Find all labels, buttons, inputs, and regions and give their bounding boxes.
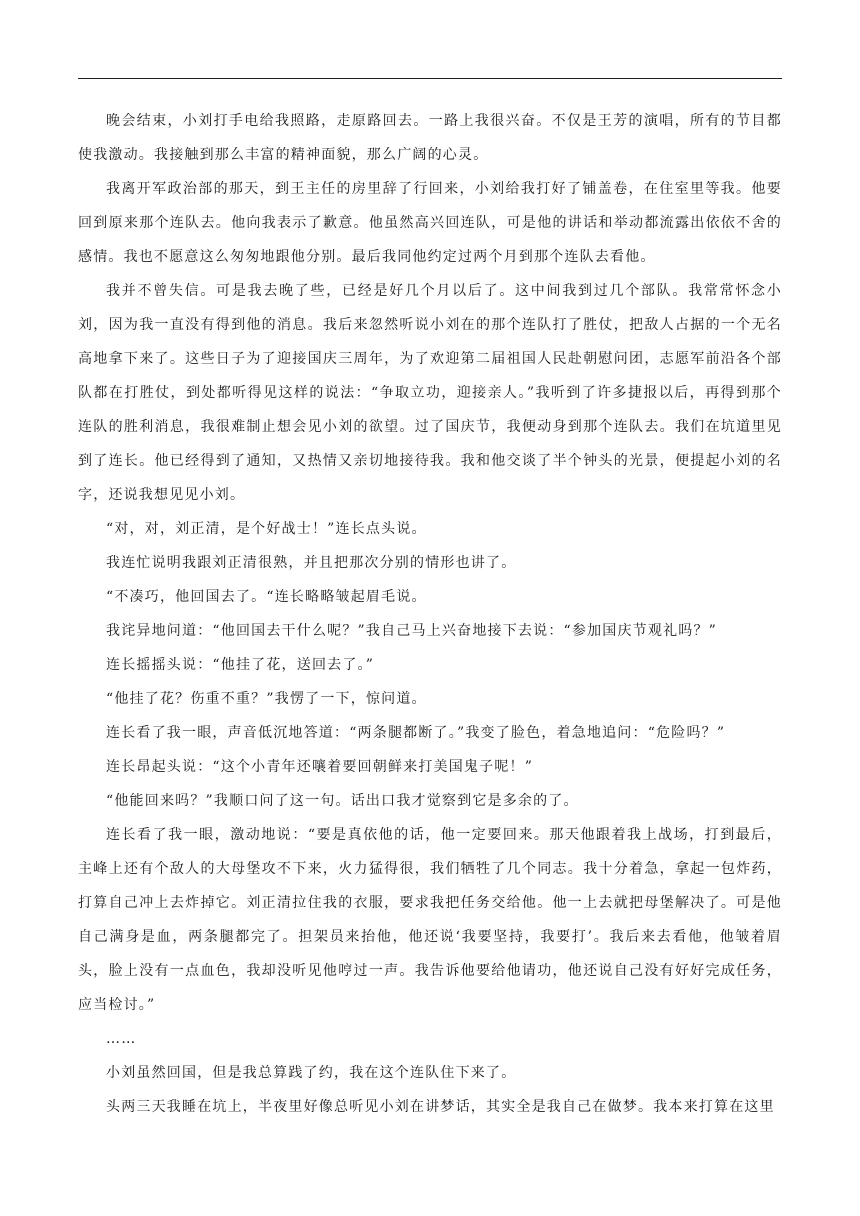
paragraph: 连长摇摇头说：“他挂了花，送回去了。” [106, 657, 375, 673]
paragraph: 连长看了我一眼，声音低沉地答道：“两条腿都断了。”我变了脸色，着急地追问：“危险吗？” [106, 725, 726, 741]
paragraph: “不凑巧，他回国去了。“连长略略皱起眉毛说。 [106, 589, 427, 605]
paragraph: “他能回来吗？”我顺口问了这一句。话出口我才觉察到它是多余的了。 [106, 793, 579, 809]
paragraph: “对，对，刘正清，是个好战士！”连长点头说。 [106, 521, 427, 537]
paragraph: 我并不曾失信。可是我去晚了些，已经是好几个月以后了。这中间我到过几个部队。我常常怀念小刘，因为我一直没有得到他的消息。我后来忽然听说小刘在的那个连队打了胜仗，把敌人占据的一个无名高地拿下来了。这些日子为了迎接国庆三周年，为了欢迎第二届祖国人民赴朝慰问团，志愿军前沿各个部队都在打胜仗，到处都听得见这样的说法：“争取立功，迎接亲人。”我听到了许多捷报以后，再得到那个连队的胜利消息，我很难制止想会见小刘的欲望。过了国庆节，我便动身到那个连队去。我们在坑道里见到了连长。他已经得到了通知，又热情又亲切地接待我。我和他交谈了半个钟头的光景，便提起小刘的名字，还说我想见见小刘。 [78, 283, 782, 503]
paragraph: 我诧异地问道：“他回国去干什么呢？”我自己马上兴奋地接下去说：“参加国庆节观礼吗？” [106, 623, 718, 639]
paragraph: 小刘虽然回国，但是我总算践了约，我在这个连队住下来了。 [106, 1065, 517, 1081]
paragraph: 晚会结束，小刘打手电给我照路，走原路回去。一路上我很兴奋。不仅是王芳的演唱，所有的节目都使我激动。我接触到那么丰富的精神面貌，那么广阔的心灵。 [78, 113, 782, 163]
ellipsis-paragraph: …… [106, 1031, 137, 1047]
paragraph: 我离开军政治部的那天，到王主任的房里辞了行回来，小刘给我打好了铺盖卷，在住室里等我。他要回到原来那个连队去。他向我表示了歉意。他虽然高兴回连队，可是他的讲话和举动都流露出依依不舍的感情。我也不愿意这么匆匆地跟他分别。最后我同他约定过两个月到那个连队去看他。 [78, 181, 782, 265]
paragraph: 连长昂起头说：“这个小青年还嚷着要回朝鲜来打美国鬼子呢！” [106, 759, 534, 775]
paragraph: 我连忙说明我跟刘正清很熟，并且把那次分别的情形也讲了。 [106, 555, 517, 571]
paragraph: “他挂了花？伤重不重？”我愣了一下，惊问道。 [106, 691, 427, 707]
paragraph: 头两三天我睡在坑上，半夜里好像总听见小刘在讲梦话，其实全是我自己在做梦。我本来打算在这里 [106, 1099, 775, 1115]
paragraph: 连长看了我一眼，激动地说：“要是真依他的话，他一定要回来。那天他跟着我上战场，打到最后，主峰上还有个敌人的大母堡攻不下来，火力猛得很，我们牺牲了几个同志。我十分着急，拿起一包炸药，打算自己冲上去炸掉它。刘正清拉住我的衣服，要求我把任务交给他。他一上去就把母堡解决了。可是他自己满身是血，两条腿都完了。担架员来抬他，他还说‘我要坚持，我要打’。我后来去看他，他皱着眉头，脸上没有一点血色，我却没听见他哼过一声。我告诉他要给他请功，他还说自己没有好好完成任务，应当检讨。” [78, 827, 782, 1013]
header-rule [78, 78, 782, 79]
body-text [78, 104, 782, 1124]
